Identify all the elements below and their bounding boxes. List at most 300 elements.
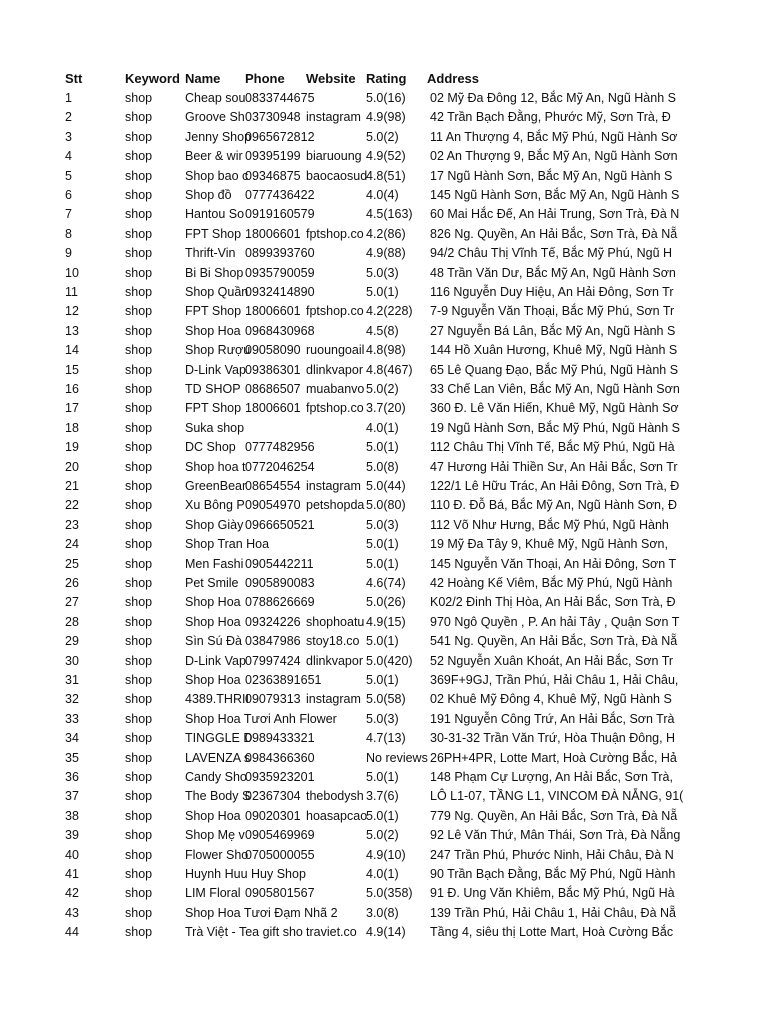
cell-address[interactable]: 247 Trần Phú, Phước Ninh, Hải Châu, Đà N [430,847,674,862]
cell-stt[interactable]: 30 [65,653,79,668]
cell-keyword[interactable]: shop [125,498,153,513]
cell-rating[interactable]: 5.0(358) [366,886,413,901]
cell-rating[interactable]: 4.2(86) [366,226,406,241]
cell-stt[interactable]: 39 [65,828,79,843]
cell-stt[interactable]: 12 [65,304,79,319]
cell-website[interactable] [306,846,365,865]
cell-keyword[interactable]: shop [125,750,153,765]
cell-phone[interactable]: 0984366360 [245,750,315,765]
cell-name[interactable]: Shop Rượu [185,343,251,358]
cell-keyword[interactable]: shop [125,905,153,920]
cell-rating[interactable]: 4.2(228) [366,304,413,319]
cell-address[interactable]: 145 Nguyễn Văn Thoại, An Hải Đông, Sơn T [430,556,677,571]
cell-address[interactable]: Tầng 4, siêu thị Lotte Mart, Hoà Cường Bắc [430,925,674,940]
cell-keyword[interactable]: shop [125,459,153,474]
cell-website[interactable] [306,322,365,341]
cell-stt[interactable]: 21 [65,479,79,493]
cell-rating[interactable]: 5.0(3) [366,711,399,726]
cell-name[interactable]: Huynh Huu Huy Shop [185,867,306,881]
cell-stt[interactable]: 41 [65,867,79,881]
cell-phone[interactable]: 09058090 [245,343,301,358]
cell-address[interactable]: 116 Nguyễn Duy Hiệu, An Hải Đông, Sơn Tr [430,285,674,299]
cell-keyword[interactable]: shop [125,595,153,610]
cell-rating[interactable]: 4.5(8) [366,323,399,338]
cell-address[interactable]: 92 Lê Văn Thứ, Mân Thái, Sơn Trà, Đà Nẵng [430,828,681,843]
cell-website[interactable]: muabanvo [306,382,365,396]
cell-keyword[interactable]: shop [125,420,153,435]
cell-website[interactable] [306,458,365,477]
cell-stt[interactable]: 29 [65,634,79,649]
cell-rating[interactable]: 5.0(80) [366,498,406,513]
cell-keyword[interactable]: shop [125,323,153,338]
cell-website[interactable] [306,826,365,845]
cell-stt[interactable]: 44 [65,925,79,940]
cell-website[interactable]: shophoatu [306,614,365,629]
cell-address[interactable]: 47 Hương Hải Thiền Sư, An Hải Bắc, Sơn Tr [430,459,678,474]
cell-website[interactable] [306,671,365,690]
cell-address[interactable]: 65 Lê Quang Đạo, Bắc Mỹ Phú, Ngũ Hành S [430,362,679,377]
cell-keyword[interactable]: shop [125,556,153,571]
cell-name[interactable]: FPT Shop [185,304,242,319]
cell-phone[interactable]: 0919160579 [245,207,315,222]
cell-phone[interactable]: 02363891651 [245,673,322,687]
cell-address[interactable]: 94/2 Châu Thị Vĩnh Tế, Bắc Mỹ Phú, Ngũ H [430,246,673,261]
cell-name[interactable]: LIM Floral [185,886,241,901]
cell-rating[interactable]: 5.0(2) [366,828,399,843]
cell-rating[interactable]: 4.5(163) [366,207,413,222]
cell-stt[interactable]: 37 [65,789,79,804]
cell-website[interactable] [306,555,365,574]
cell-phone[interactable] [245,535,305,554]
cell-address[interactable]: 91 Đ. Ung Văn Khiêm, Bắc Mỹ Phú, Ngũ Hà [430,886,675,901]
cell-stt[interactable]: 32 [65,692,79,707]
cell-rating[interactable]: 5.0(1) [366,440,399,455]
cell-rating[interactable]: 5.0(44) [366,479,406,493]
cell-keyword[interactable]: shop [125,867,153,881]
cell-address[interactable]: 139 Trần Phú, Hải Châu 1, Hải Châu, Đà Nẵ [430,905,676,920]
cell-website[interactable] [306,205,365,224]
cell-phone[interactable] [245,865,305,884]
cell-phone[interactable]: 0899393760 [245,246,315,261]
cell-rating[interactable]: 4.6(74) [366,576,406,590]
cell-stt[interactable]: 8 [65,226,72,241]
cell-stt[interactable]: 42 [65,886,79,901]
cell-rating[interactable]: 4.9(10) [366,847,406,862]
cell-address[interactable]: 02 An Thượng 9, Bắc Mỹ An, Ngũ Hành Sơn [430,149,678,164]
cell-website[interactable] [306,768,365,787]
cell-keyword[interactable]: shop [125,226,153,241]
cell-rating[interactable]: 4.0(4) [366,188,399,202]
cell-name[interactable]: Shop hoa t [185,459,246,474]
cell-stt[interactable]: 11 [65,285,78,299]
cell-phone[interactable]: 08654554 [245,479,301,493]
cell-keyword[interactable]: shop [125,614,153,629]
cell-website[interactable] [306,516,365,535]
cell-stt[interactable]: 25 [65,556,79,571]
cell-phone[interactable]: 08686507 [245,382,301,396]
cell-address[interactable]: 52 Nguyễn Xuân Khoát, An Hải Bắc, Sơn Tr [430,653,674,668]
cell-rating[interactable]: 3.7(20) [366,401,406,416]
cell-rating[interactable]: 5.0(1) [366,808,399,823]
cell-phone[interactable]: 0935923201 [245,770,315,784]
cell-phone[interactable]: 09324226 [245,614,301,629]
cell-name[interactable]: Pet Smile [185,576,239,590]
cell-stt[interactable]: 7 [65,207,72,222]
cell-name[interactable]: Bi Bi Shop [185,265,244,280]
cell-address[interactable]: 144 Hồ Xuân Hương, Khuê Mỹ, Ngũ Hành S [430,343,678,358]
cell-phone[interactable]: 09386301 [245,362,301,377]
cell-phone[interactable]: 03730948 [245,110,301,125]
cell-keyword[interactable]: shop [125,401,153,416]
cell-stt[interactable]: 36 [65,770,79,784]
cell-rating[interactable]: 4.9(15) [366,614,406,629]
cell-name[interactable]: Hantou So [185,207,245,222]
header-rating[interactable]: Rating [366,71,407,86]
cell-stt[interactable]: 38 [65,808,79,823]
header-name[interactable]: Name [185,71,221,86]
cell-keyword[interactable]: shop [125,110,153,125]
header-keyword[interactable]: Keyword [125,71,180,86]
cell-address[interactable]: 90 Trần Bạch Đằng, Bắc Mỹ Phú, Ngũ Hành [430,867,676,881]
cell-website[interactable]: dlinkvapor [306,653,363,668]
cell-keyword[interactable]: shop [125,770,153,784]
cell-address[interactable]: 112 Châu Thị Vĩnh Tế, Bắc Mỹ Phú, Ngũ Hà [430,440,675,455]
cell-phone[interactable]: 0833744675 [245,91,315,105]
cell-name[interactable]: TINGGLE D [185,731,253,746]
cell-website[interactable]: hoasapcao [306,808,368,823]
cell-website[interactable]: fptshop.co [306,304,364,319]
cell-name[interactable]: FPT Shop [185,401,242,416]
cell-stt[interactable]: 10 [65,265,79,280]
cell-website[interactable]: fptshop.co [306,226,364,241]
cell-name[interactable]: Thrift-Vin [185,246,236,261]
cell-website[interactable] [306,438,365,457]
cell-stt[interactable]: 20 [65,459,79,474]
cell-name[interactable]: Shop Hoa Tươi Đạm Nhã 2 [185,905,338,920]
cell-address[interactable]: 19 Mỹ Đa Tây 9, Khuê Mỹ, Ngũ Hành Sơn, [430,537,668,552]
cell-rating[interactable]: 4.9(88) [366,246,406,261]
cell-keyword[interactable]: shop [125,188,153,202]
cell-stt[interactable]: 24 [65,537,79,552]
cell-keyword[interactable]: shop [125,149,153,164]
cell-name[interactable]: Shop bao c [185,168,249,183]
cell-keyword[interactable]: shop [125,847,153,862]
cell-stt[interactable]: 33 [65,711,79,726]
cell-keyword[interactable]: shop [125,789,153,804]
cell-keyword[interactable]: shop [125,634,153,649]
cell-website[interactable] [306,89,365,108]
cell-website[interactable] [306,244,365,263]
cell-name[interactable]: Shop Quần [185,285,249,299]
cell-rating[interactable]: 3.0(8) [366,905,399,920]
cell-keyword[interactable]: shop [125,479,153,493]
cell-address[interactable]: 02 Khuê Mỹ Đông 4, Khuê Mỹ, Ngũ Hành S [430,692,672,707]
cell-website[interactable]: dlinkvapor [306,362,363,377]
cell-website[interactable] [306,264,365,283]
cell-rating[interactable]: 4.0(1) [366,867,399,881]
cell-name[interactable]: Men Fashi [185,556,244,571]
cell-name[interactable]: Shop Hoa Tươi Anh Flower [185,711,337,726]
cell-website[interactable] [306,574,365,593]
cell-keyword[interactable]: shop [125,517,153,532]
cell-address[interactable]: 11 An Thượng 4, Bắc Mỹ Phú, Ngũ Hành Sơ [430,129,678,144]
cell-name[interactable]: Trà Việt - Tea gift sho [185,925,303,940]
cell-address[interactable]: 17 Ngũ Hành Sơn, Bắc Mỹ An, Ngũ Hành S [430,168,673,183]
header-stt[interactable]: Stt [65,71,83,86]
header-phone[interactable]: Phone [245,71,285,86]
cell-stt[interactable]: 13 [65,323,79,338]
cell-address[interactable]: 826 Ng. Quyền, An Hải Bắc, Sơn Trà, Đà Nẵ [430,226,678,241]
cell-rating[interactable]: 5.0(1) [366,556,399,571]
cell-name[interactable]: Candy Sho [185,770,247,784]
cell-name[interactable]: DC Shop [185,440,236,455]
cell-keyword[interactable]: shop [125,168,153,183]
cell-stt[interactable]: 43 [65,905,79,920]
cell-address[interactable]: 360 Đ. Lê Văn Hiến, Khuê Mỹ, Ngũ Hành Sơ [430,401,679,416]
cell-website[interactable]: ruoungoail [306,343,365,358]
cell-name[interactable]: Shop Tran Hoa [185,537,270,552]
cell-phone[interactable]: 09346875 [245,168,301,183]
cell-phone[interactable]: 0777482956 [245,440,315,455]
cell-stt[interactable]: 19 [65,440,79,455]
cell-keyword[interactable]: shop [125,343,153,358]
cell-name[interactable]: Jenny Shop [185,129,252,144]
cell-rating[interactable]: 5.0(8) [366,459,399,474]
cell-name[interactable]: Shop Hoa [185,323,241,338]
cell-website[interactable]: biaruoung [306,149,362,164]
cell-rating[interactable]: 5.0(1) [366,634,399,649]
cell-rating[interactable]: 4.8(467) [366,362,413,377]
cell-rating[interactable]: 5.0(58) [366,692,406,707]
cell-stt[interactable]: 26 [65,576,79,590]
cell-rating[interactable]: 3.7(6) [366,789,399,804]
cell-phone[interactable]: 0705000055 [245,847,315,862]
cell-phone[interactable] [245,923,305,942]
cell-phone[interactable] [245,419,305,438]
cell-rating[interactable]: 5.0(2) [366,129,399,144]
cell-website[interactable] [306,749,365,768]
cell-stt[interactable]: 34 [65,731,79,746]
cell-name[interactable]: 4389.THRII [185,692,249,707]
cell-website[interactable] [306,904,365,923]
cell-keyword[interactable]: shop [125,673,153,687]
cell-stt[interactable]: 3 [65,129,72,144]
cell-keyword[interactable]: shop [125,731,153,746]
cell-keyword[interactable]: shop [125,207,153,222]
cell-phone[interactable]: 0905442211 [245,556,314,571]
cell-address[interactable]: 42 Trần Bạch Đằng, Phước Mỹ, Sơn Trà, Đ [430,110,671,125]
cell-stt[interactable]: 27 [65,595,79,610]
cell-website[interactable]: traviet.co [306,925,357,940]
cell-name[interactable]: LAVENZA s [185,750,251,765]
cell-keyword[interactable]: shop [125,711,153,726]
cell-rating[interactable]: 4.8(51) [366,168,406,183]
cell-stt[interactable]: 1 [65,91,72,105]
cell-phone[interactable] [245,710,305,729]
cell-address[interactable]: 33 Chế Lan Viên, Bắc Mỹ An, Ngũ Hành Sơn [430,382,680,396]
cell-name[interactable]: Shop Hoa [185,808,241,823]
cell-website[interactable]: instagram [306,479,361,493]
cell-name[interactable]: Cheap sou [185,91,246,105]
cell-phone[interactable]: 09020301 [245,808,301,823]
cell-phone[interactable]: 18006601 [245,304,301,319]
cell-keyword[interactable]: shop [125,828,153,843]
cell-website[interactable] [306,186,365,205]
cell-address[interactable]: 970 Ngô Quyền , P. An hải Tây , Quận Sơn T [430,614,680,629]
cell-phone[interactable] [245,904,305,923]
cell-rating[interactable]: 5.0(1) [366,673,399,687]
cell-keyword[interactable]: shop [125,886,153,901]
cell-address[interactable]: 48 Trần Văn Dư, Bắc Mỹ An, Ngũ Hành Sơn [430,265,676,280]
cell-phone[interactable]: 0966650521 [245,517,315,532]
cell-address[interactable]: 26PH+4PR, Lotte Mart, Hoà Cường Bắc, Hả [430,750,677,765]
cell-website[interactable] [306,884,365,903]
cell-keyword[interactable]: shop [125,537,153,552]
cell-phone[interactable]: 0932414890 [245,285,315,299]
cell-address[interactable]: 145 Ngũ Hành Sơn, Bắc Mỹ An, Ngũ Hành S [430,188,680,202]
cell-rating[interactable]: 5.0(1) [366,285,399,299]
cell-address[interactable]: 7-9 Nguyễn Văn Thoại, Bắc Mỹ Phú, Sơn Tr [430,304,675,319]
cell-keyword[interactable]: shop [125,808,153,823]
cell-address[interactable]: 02 Mỹ Đa Đông 12, Bắc Mỹ An, Ngũ Hành S [430,91,676,105]
cell-name[interactable]: FPT Shop [185,226,242,241]
cell-website[interactable]: instagram [306,692,361,707]
cell-name[interactable]: The Body S [185,789,251,804]
cell-stt[interactable]: 2 [65,110,72,125]
cell-stt[interactable]: 28 [65,614,79,629]
cell-name[interactable]: GreenBear [185,479,247,493]
cell-rating[interactable]: No reviews [366,750,428,765]
cell-phone[interactable]: 0965672812 [245,129,315,144]
cell-phone[interactable]: 0989433321 [245,731,315,746]
cell-address[interactable]: 27 Nguyễn Bá Lân, Bắc Mỹ An, Ngũ Hành S [430,323,676,338]
cell-address[interactable]: 110 Đ. Đỗ Bá, Bắc Mỹ An, Ngũ Hành Sơn, Đ [430,498,677,513]
cell-keyword[interactable]: shop [125,440,153,455]
cell-rating[interactable]: 4.7(13) [366,731,406,746]
cell-stt[interactable]: 4 [65,149,72,164]
cell-address[interactable]: 191 Nguyễn Công Trứ, An Hải Bắc, Sơn Trà [430,711,675,726]
cell-keyword[interactable]: shop [125,362,153,377]
cell-stt[interactable]: 40 [65,847,79,862]
cell-stt[interactable]: 17 [65,401,79,416]
cell-phone[interactable]: 0777436422 [245,188,315,202]
cell-rating[interactable]: 5.0(2) [366,382,399,396]
cell-website[interactable] [306,865,365,884]
cell-name[interactable]: Suka shop [185,420,245,435]
cell-keyword[interactable]: shop [125,246,153,261]
cell-name[interactable]: Beer & wir [185,149,243,164]
cell-keyword[interactable]: shop [125,265,153,280]
cell-rating[interactable]: 4.9(52) [366,149,406,164]
cell-phone[interactable]: 02367304 [245,789,301,804]
cell-website[interactable]: petshopda [306,498,365,513]
cell-phone[interactable]: 09395199 [245,149,301,164]
cell-phone[interactable]: 0935790059 [245,265,315,280]
cell-rating[interactable]: 4.0(1) [366,420,399,435]
header-website[interactable]: Website [306,71,356,86]
cell-phone[interactable]: 0905469969 [245,828,315,843]
cell-website[interactable] [306,128,365,147]
cell-address[interactable]: 30-31-32 Trần Văn Trứ, Hòa Thuận Đông, H [430,731,676,746]
cell-rating[interactable]: 5.0(420) [366,653,413,668]
cell-website[interactable] [306,283,365,302]
cell-stt[interactable]: 16 [65,382,79,396]
cell-stt[interactable]: 31 [65,673,79,687]
cell-rating[interactable]: 5.0(1) [366,537,399,552]
cell-phone[interactable]: 18006601 [245,226,301,241]
cell-website[interactable] [306,535,365,554]
cell-address[interactable]: K02/2 Đinh Thị Hòa, An Hải Bắc, Sơn Trà, Đ [430,595,676,610]
cell-name[interactable]: Flower Sho [185,847,249,862]
cell-address[interactable]: 60 Mai Hắc Đế, An Hải Trung, Sơn Trà, Đà N [430,207,680,222]
cell-keyword[interactable]: shop [125,692,153,707]
cell-phone[interactable]: 0968430968 [245,323,315,338]
cell-address[interactable]: 541 Ng. Quyền, An Hải Bắc, Sơn Trà, Đà Nẵ [430,634,678,649]
cell-name[interactable]: D-Link Vap [185,653,246,668]
cell-name[interactable]: Shop Giày [185,517,244,532]
cell-keyword[interactable]: shop [125,285,153,299]
cell-rating[interactable]: 5.0(1) [366,770,399,784]
cell-name[interactable]: Shop đồ [185,188,232,202]
header-address[interactable]: Address [427,71,480,86]
cell-stt[interactable]: 23 [65,517,79,532]
cell-stt[interactable]: 14 [65,343,79,358]
cell-address[interactable]: LÔ L1-07, TẦNG L1, VINCOM ĐÀ NẴNG, 91( [430,789,684,804]
cell-website[interactable] [306,710,365,729]
cell-stt[interactable]: 18 [65,420,79,435]
cell-website[interactable]: thebodysh [306,789,364,804]
cell-website[interactable] [306,729,365,748]
cell-phone[interactable]: 09054970 [245,498,301,513]
cell-address[interactable]: 122/1 Lê Hữu Trác, An Hải Đông, Sơn Trà, Đ [430,479,680,493]
cell-address[interactable]: 148 Phạm Cự Lượng, An Hải Bắc, Sơn Trà, [430,770,673,784]
cell-keyword[interactable]: shop [125,91,153,105]
cell-address[interactable]: 19 Ngũ Hành Sơn, Bắc Mỹ Phú, Ngũ Hành S [430,420,680,435]
cell-stt[interactable]: 35 [65,750,79,765]
cell-stt[interactable]: 5 [65,168,72,183]
cell-address[interactable]: 42 Hoàng Kế Viêm, Bắc Mỹ Phú, Ngũ Hành [430,576,673,590]
cell-address[interactable]: 112 Võ Như Hưng, Bắc Mỹ Phú, Ngũ Hành [430,517,669,532]
cell-phone[interactable]: 18006601 [245,401,301,416]
cell-rating[interactable]: 4.8(98) [366,343,406,358]
cell-address[interactable]: 369F+9GJ, Trần Phú, Hải Châu 1, Hải Châu, [430,673,679,687]
cell-name[interactable]: Xu Bông P [185,498,245,513]
cell-rating[interactable]: 5.0(16) [366,91,406,105]
cell-name[interactable]: Sìn Sú Đà [185,634,242,649]
cell-rating[interactable]: 5.0(3) [366,265,399,280]
cell-website[interactable]: stoy18.co [306,634,360,649]
cell-rating[interactable]: 5.0(26) [366,595,406,610]
cell-name[interactable]: Shop Hoa [185,595,241,610]
cell-phone[interactable]: 09079313 [245,692,301,707]
cell-stt[interactable]: 9 [65,246,72,261]
cell-phone[interactable]: 07997424 [245,653,301,668]
cell-stt[interactable]: 15 [65,362,79,377]
cell-name[interactable]: Shop Hoa [185,673,241,687]
cell-keyword[interactable]: shop [125,653,153,668]
cell-website[interactable] [306,593,365,612]
cell-rating[interactable]: 4.9(14) [366,925,406,940]
cell-rating[interactable]: 4.9(98) [366,110,406,125]
cell-keyword[interactable]: shop [125,129,153,144]
cell-name[interactable]: D-Link Vap [185,362,246,377]
cell-website[interactable]: baocaosud [306,168,368,183]
cell-name[interactable]: Groove Sh [185,110,245,125]
cell-phone[interactable]: 0772046254 [245,459,315,474]
cell-phone[interactable]: 0905890083 [245,576,315,590]
cell-stt[interactable]: 22 [65,498,79,513]
cell-website[interactable]: instagram [306,110,361,125]
